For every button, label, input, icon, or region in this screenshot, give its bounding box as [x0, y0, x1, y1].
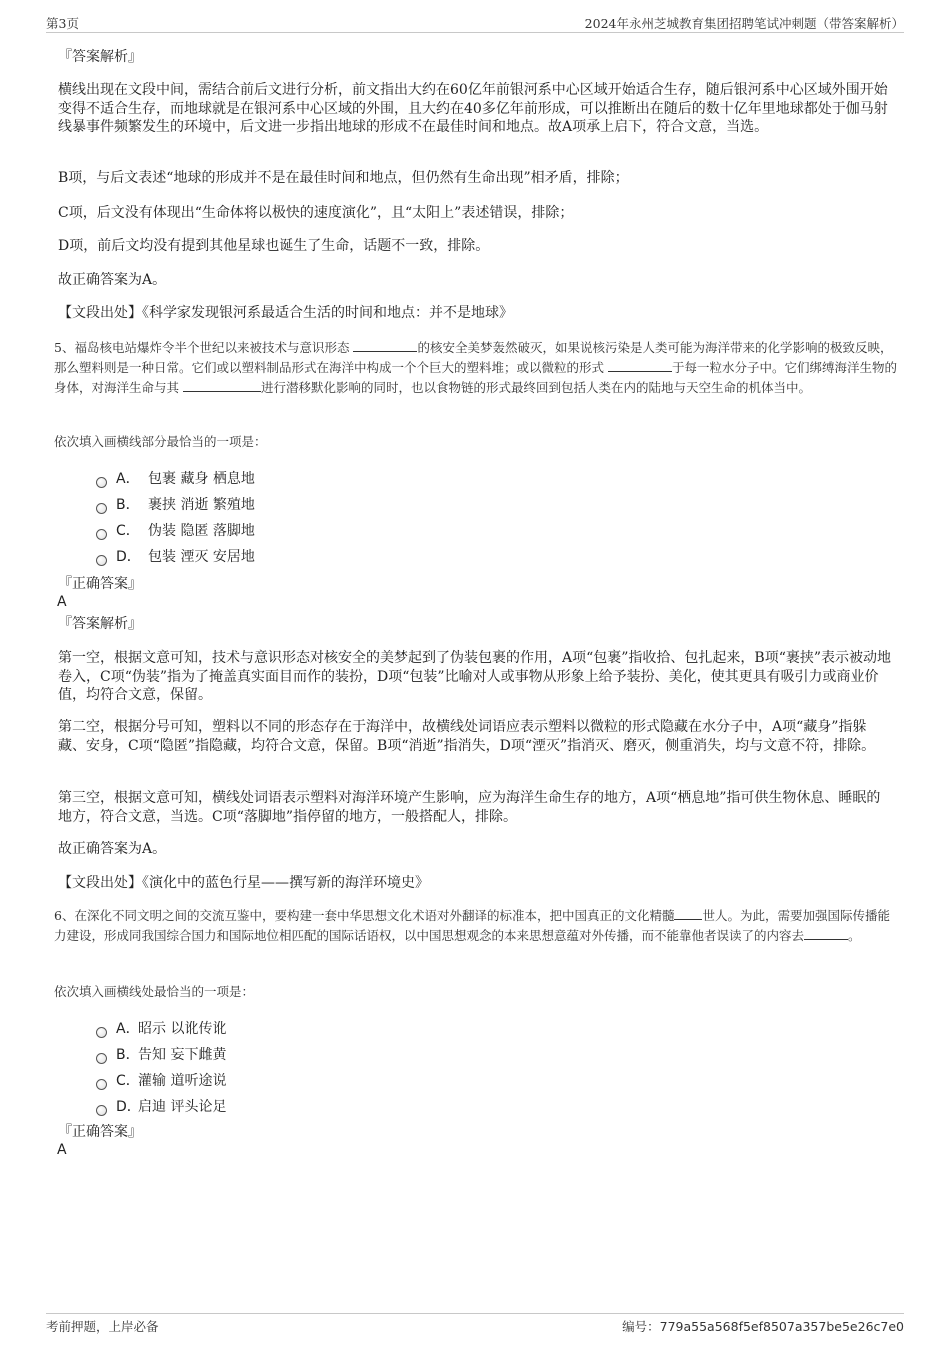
q5-correct-label: 『正确答案』 [58, 576, 142, 592]
q6-blank-2 [804, 927, 848, 940]
q6-option-d[interactable]: D． 启迪 评头论足 [96, 1094, 226, 1120]
q4-analysis-para-4: D项，前后文均没有提到其他星球也诞生了生命，话题不一致，排除。 [58, 238, 490, 254]
document-title: 2024年永州芝城教育集团招聘笔试冲刺题（带答案解析） [584, 16, 904, 31]
q5-blank-3 [183, 379, 261, 392]
radio-icon[interactable] [96, 503, 107, 514]
q6-option-a[interactable]: A． 昭示 以讹传讹 [96, 1016, 226, 1042]
q5-option-c[interactable]: C． 伪装 隐匿 落脚地 [96, 518, 255, 544]
q5-source: 【文段出处】《演化中的蓝色行星——撰写新的海洋环境史》 [58, 875, 429, 891]
footer-tagline: 考前押题，上岸必备 [46, 1319, 159, 1334]
radio-icon[interactable] [96, 555, 107, 566]
q4-conclusion: 故正确答案为A。 [58, 272, 167, 288]
q5-analysis-para-3: 第三空，根据文意可知，横线处词语表示塑料对海洋环境产生影响，应为海洋生命生存的地方，A项“栖息地”指可供生物休息、睡眠的地方，符合文意，当选。C项“落脚地”指停留的地方，一般搭配人，排除。 [58, 790, 881, 825]
q5-option-b[interactable]: B． 裹挟 消逝 繁殖地 [96, 492, 255, 518]
q6-correct-label: 『正确答案』 [58, 1124, 142, 1140]
q4-analysis-para-3: C项，后文没有体现出“生命体将以极快的速度演化”，且“太阳上”表述错误，排除； [58, 205, 574, 221]
radio-icon[interactable] [96, 1027, 107, 1038]
q4-source: 【文段出处】《科学家发现银河系最适合生活的时间和地点：并不是地球》 [58, 305, 513, 321]
q5-option-d[interactable]: D． 包装 湮灭 安居地 [96, 544, 255, 570]
q4-analysis-para-1: 横线出现在文段中间，需结合前后文进行分析，前文指出大约在60亿年前银河系中心区域开始适合生存，随后银河系中心区域外围开始变得不适合生存，而地球就是在银河系中心区域的外围，且大约在40多亿年前形成，可以推断出在随后的数十亿年里地球都处于伽马射线暴事件频繁发生的环境中，后文进一步指出地球的形成不在最佳时间和地点。故A项承上启下，符合文意，当选。 [58, 82, 888, 135]
radio-icon[interactable] [96, 529, 107, 540]
q5-blank-1 [353, 339, 417, 352]
q5-prompt: 依次填入画横线部分最恰当的一项是： [54, 434, 267, 449]
q5-blank-2 [608, 359, 672, 372]
q6-option-c[interactable]: C． 灌输 道听途说 [96, 1068, 226, 1094]
q6-blank-1 [674, 907, 702, 920]
page-number: 第3页 [46, 16, 79, 31]
radio-icon[interactable] [96, 1053, 107, 1064]
q5-conclusion: 故正确答案为A。 [58, 841, 167, 857]
q5-analysis-para-1: 第一空，根据文意可知，技术与意识形态对核安全的美梦起到了伪装包裹的作用，A项“包裹”指收拾、包扎起来，B项“裹挟”表示被动地卷入，C项“伪装”指为了掩盖真实面目而作的装扮，D项“包装”比喻对人或事物从形象上给予装扮、美化，使其更具有吸引力或商业价值，均符合文意，保留。 [58, 650, 892, 703]
q6-option-b[interactable]: B． 告知 妄下雌黄 [96, 1042, 226, 1068]
radio-icon[interactable] [96, 477, 107, 488]
q5-correct-answer: A [57, 594, 67, 610]
q5-options [96, 466, 255, 570]
q6-prompt: 依次填入画横线处最恰当的一项是： [54, 984, 255, 999]
q6-correct-answer: A [57, 1142, 67, 1158]
q5-question-stem: 5、福岛核电站爆炸令半个世纪以来被技术与意识形态 的核安全美梦轰然破灭，如果说核污染是人类可能为海洋带来的化学影响的极致反映，那么塑料则是一种日常。它们或以塑料制品形式在海洋中构成一个个巨大的塑料堆；或以微粒的形式 于每一粒水分子中。它们绑缚海洋生物的身体，对海洋生命与其 进行潜移默化影响的同时，也以食物链的形式最终回到包括人类在内的陆地与天空生命的机体当中。 [54, 340, 897, 395]
page-footer [46, 1313, 904, 1334]
q5-analysis-para-2: 第二空，根据分号可知，塑料以不同的形态存在于海洋中，故横线处词语应表示塑料以微粒的形式隐藏在水分子中，A项“藏身”指躲藏、安身，C项“隐匿”指隐藏，均符合文意，保留。B项“消逝”指消失，D项“湮灭”指消灭、磨灭，侧重消失，均与文意不符，排除。 [58, 719, 876, 754]
q5-option-a[interactable]: A． 包裹 藏身 栖息地 [96, 466, 255, 492]
q6-options [96, 1016, 226, 1120]
radio-icon[interactable] [96, 1079, 107, 1090]
document-code: 编号：779a55a568f5ef8507a357be5e26c7e0 [622, 1319, 904, 1334]
q4-analysis-label: 『答案解析』 [58, 49, 142, 65]
radio-icon[interactable] [96, 1105, 107, 1116]
q6-question-stem: 6、在深化不同文明之间的交流互鉴中，要构建一套中华思想文化术语对外翻译的标准本，把中国真正的文化精髓 世人。为此，需要加强国际传播能力建设，形成同我国综合国力和国际地位相匹配的国际话语权，以中国思想观念的本来思想意蕴对外传播，而不能靠他者误读了的内容去 。 [54, 908, 890, 943]
q5-analysis-label: 『答案解析』 [58, 616, 142, 632]
page-header [46, 14, 904, 33]
q4-analysis-para-2: B项，与后文表述“地球的形成并不是在最佳时间和地点，但仍然有生命出现”相矛盾，排除； [58, 170, 629, 186]
